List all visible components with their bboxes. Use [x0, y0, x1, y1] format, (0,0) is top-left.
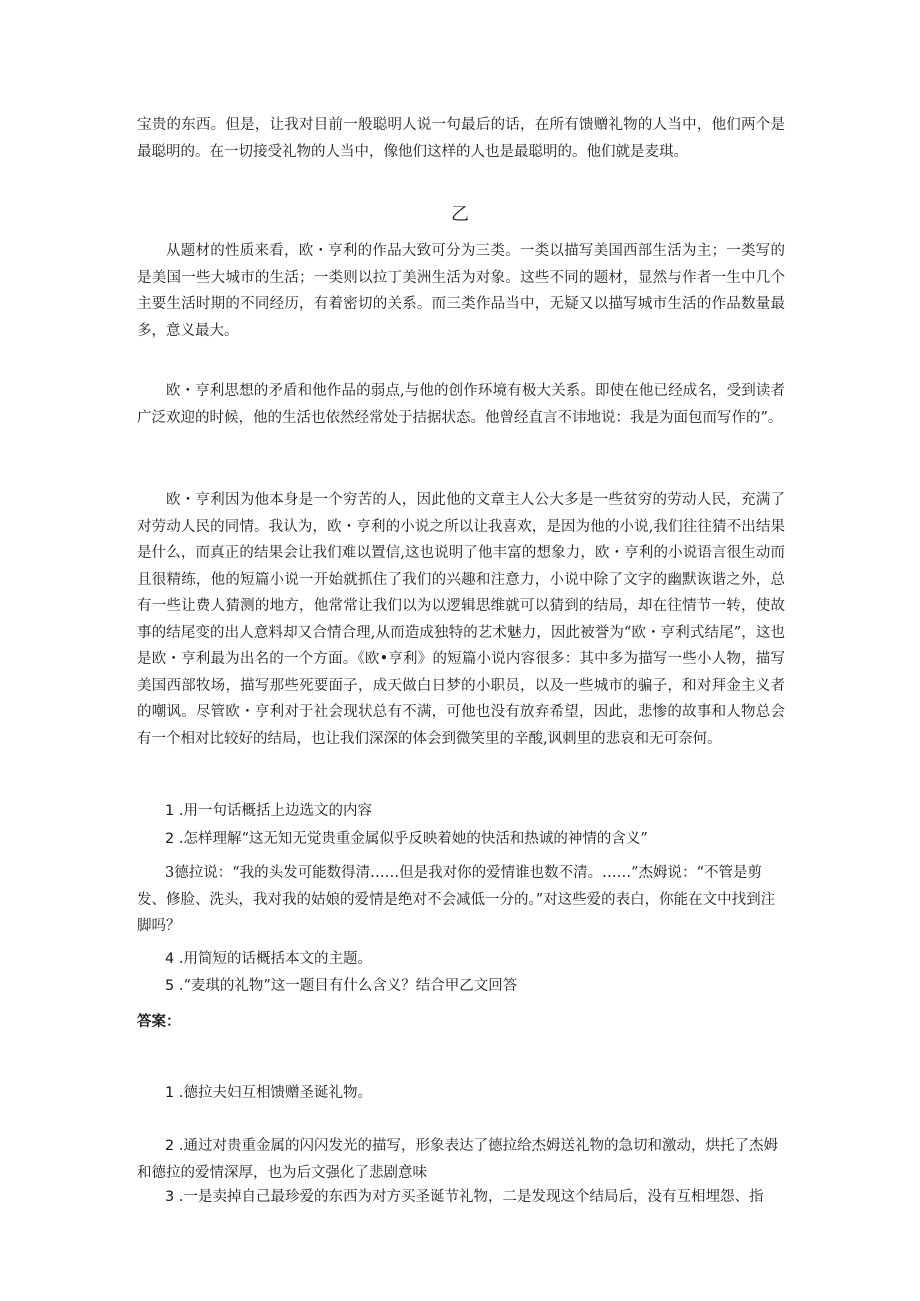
paragraph-3: 欧・亨利因为他本身是一个穷苦的人，因此他的文章主人公大多是一些贫穷的劳动人民，充满了对劳动人民的同情。我认为，欧・亨利的小说之所以让我喜欢，是因为他的小说,我们往往猜不出结果是什么，而真正的结果会让我们难以置信,这也说明了他丰富的想象力，欧・亨利的小说语言很生动而且很精练，他的短篇小说一开始就抓住了我们的兴趣和注意力，小说中除了文字的幽默诙谐之外，总有一些让费人猜测的地方，他常常让我们以为以逻辑思维就可以猜到的结局，却在往情节一转，使故事的结尾变的出人意料却又合情合理,从而造成独特的艺术魅力，因此被誉为“欧・亨利式结尾”，这也是欧・亨利最为出名的一个方面。《欧•亨利》的短篇小说内容很多：其中多为描写一些小人物，描写美国西部牧场，描写那些死要面子，成天做白日梦的小职员，以及一些城市的骗子，和对拜金主义者的嘲讽。尽管欧・亨利对于社会现状总有不满，可他也没有放弃希望，因此，悲惨的故事和人物总会有一个相对比较好的结局，也让我们深深的体会到微笑里的辛酸,讽刺里的悲哀和无可奈何。 — [137, 492, 785, 747]
answers-label: 答案： — [137, 1014, 181, 1030]
answer-2: 2 .通过对贵重金属的闪闪发光的描写，形象表达了德拉给杰姆送礼物的急切和激动，烘托了杰姆和德拉的爱情深厚，也为后文强化了悲剧意味 — [137, 1138, 778, 1181]
question-5: 5 .“麦琪的礼物”这一题目有什么含义？结合甲乙文回答 — [165, 978, 518, 994]
top-paragraph: 宝贵的东西。但是，让我对目前一般聪明人说一句最后的话，在所有馈赠礼物的人当中，他们两个是最聪明的。在一切接受礼物的人当中，像他们这样的人也是最聪明的。他们就是麦琪。 — [137, 117, 785, 160]
question-3: 3德拉说：“我的头发可能数得清……但是我对你的爱情谁也数不清。……”杰姆说：“不管是剪发、修脸、洗头，我对我的姑娘的爱情是绝对不会减低一分的。”对这些爱的表白，你能在文中找到注脚吗？ — [137, 865, 776, 934]
answer-3: 3 .一是卖掉自己最珍爱的东西为对方买圣诞节礼物，二是发现这个结局后，没有互相埋怨、指 — [165, 1189, 764, 1205]
question-4: 4 .用简短的话概括本文的主题。 — [165, 951, 372, 967]
question-2: 2 .怎样理解“这无知无觉贵重金属似乎反映着她的快活和热诚的神情的含义” — [165, 831, 648, 847]
question-1: 1 .用一句话概括上边选文的内容 — [165, 803, 372, 819]
paragraph-1: 从题材的性质来看，欧・亨利的作品大致可分为三类。一类以描写美国西部生活为主；一类写的是美国一些大城市的生活；一类则以拉丁美洲生活为对象。这些不同的题材，显然与作者一生中几个主要生活时期的不同经历，有着密切的关系。而三类作品当中，无疑又以描写城市生活的作品数量最多，意义最大。 — [137, 243, 785, 339]
section-title: 乙 — [451, 204, 469, 225]
answer-1: 1 .德拉夫妇互相馈赠圣诞礼物。 — [165, 1085, 372, 1101]
paragraph-2: 欧・亨利思想的矛盾和他作品的弱点,与他的创作环境有极大关系。即使在他已经成名，受到读者广泛欢迎的时候，他的生活也依然经常处于拮据状态。他曾经直言不讳地说：我是为面包而写作的”。 — [137, 383, 785, 426]
